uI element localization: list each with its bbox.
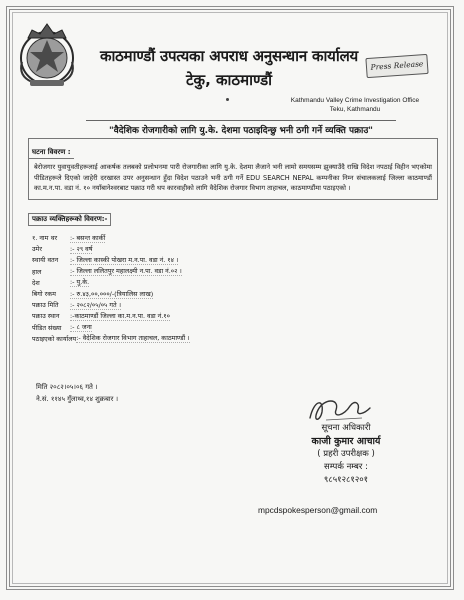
- incident-section: [28, 138, 438, 200]
- detail-label: पठाइएको कार्यालय: [32, 334, 77, 343]
- detail-value: :- बसन्त कार्की: [70, 233, 106, 242]
- signatory-name: काजी कुमार आचार्य: [311, 436, 381, 447]
- press-headline: "वैदेशिक रोजगारीको लागि यु.के. देशमा पठाइदिन्छु भनी ठगी गर्ने व्यक्ति पक्राउ": [86, 120, 396, 139]
- release-date-block: [36, 381, 118, 405]
- detail-label: पक्राउ मिति: [32, 301, 59, 310]
- scan-speck: [226, 98, 229, 101]
- office-english-line1: Kathmandu Valley Crime Investigation Office: [290, 97, 420, 104]
- signatory-rank: ( प्रहरी उपरीक्षक ): [317, 449, 375, 459]
- detail-row: [30, 243, 330, 254]
- date-bikram-sambat: मिति २०८२।०५।०६ गते ।: [36, 383, 98, 391]
- detail-value: :-काठमाण्डौं जिल्ला का.म.न.पा. वडा नं.१०: [70, 311, 170, 320]
- detail-value: :- यु.के.: [70, 278, 90, 287]
- contact-label: सम्पर्क नम्बर :: [324, 462, 368, 472]
- signatory-title: सूचना अधिकारी: [321, 423, 371, 433]
- detail-row: [30, 333, 330, 344]
- date-nepal-sambat: ने.सं. ११४५ गुँलाथ्व,१४ शुक्रबार ।: [36, 395, 119, 403]
- detail-row: [30, 254, 330, 265]
- detail-value: :- जिल्ला ललितपुर महालक्ष्मी न.पा. वडा नं.०२ ।: [70, 267, 182, 276]
- arrested-person-details: [30, 232, 330, 344]
- detail-label: स्थायी वतन: [32, 256, 59, 265]
- contact-email: mpcdspokesperson@gmail.com: [258, 505, 378, 515]
- detail-label: पीडित संख्या: [32, 323, 62, 332]
- detail-row: [30, 310, 330, 321]
- office-english-line2: Teku, Kathmandu: [329, 106, 381, 113]
- detail-value: :- २०८२/०५/०५ गते ।: [70, 300, 122, 309]
- detail-value: :- वैदेशिक रोजगार विभाग ताहाचल, काठमाण्डौं ।: [76, 334, 190, 343]
- detail-label: पक्राउ स्थान: [32, 312, 60, 321]
- detail-value: :- रु.४३,००,०००/-(त्रियालिस लाख): [70, 289, 154, 298]
- detail-value: :- २९ वर्ष: [70, 244, 93, 253]
- detail-row: [30, 266, 330, 277]
- contact-phone: ९८५१२८१२०१: [323, 475, 369, 485]
- detail-label: बिगो रकम: [32, 290, 56, 299]
- detail-label: १. नाम थर: [32, 234, 58, 243]
- incident-description: बेरोजगार युवायुवतीहरूलाई आकर्षक तलबको प्रलोभनमा पारी रोजगारीका लागि यु.के. देशमा लैजाने भनी लामो समयसम्म झुक्याउँदै राखि विदेश नपठाई विहीन भएकोमा पीडितहरूले दिएको जाहेरी दरखास्त उपर अनुसन्धान हुँदा विदेश पठाउने भनी ठगी गर्ने EDU SEARCH NEPAL कम्पनीका निम्न संचालकलाई जिल्ला काठमाण्डौं का.म.न.पा. वडा नं. १० नयाँबानेश्वरबाट पक्राउ गरी थप कारवाहीको लागि वैदेशिक रोजगार विभाग ताहाचल, काठमाण्डौंमा पठाइएको ।: [34, 163, 432, 192]
- detail-value: :- ८ जना: [70, 323, 92, 332]
- detail-label: देश: [32, 278, 40, 287]
- office-name: काठमाण्डौं उपत्यका अपराध अनुसन्धान कार्यालय: [99, 47, 359, 65]
- details-heading: पक्राउ व्यक्तिहरूको विवरण:-: [28, 213, 111, 226]
- detail-row: [30, 288, 330, 299]
- incident-heading: घटना विवरण :: [29, 147, 74, 159]
- detail-value: :- जिल्ला कास्की पोखरा म.न.पा. वडा नं. १४ ।: [70, 255, 179, 264]
- detail-row: [30, 322, 330, 333]
- detail-label: उमेर: [32, 245, 42, 254]
- nepal-police-emblem-icon: [14, 18, 80, 88]
- detail-row: [30, 232, 330, 243]
- office-location: टेकु, काठमाण्डौं: [185, 71, 272, 89]
- press-release-tag: Press Release: [365, 54, 428, 78]
- detail-row: [30, 277, 330, 288]
- detail-row: [30, 299, 330, 310]
- signatory-block: [256, 422, 436, 487]
- detail-label: हाल: [32, 267, 42, 276]
- office-english-name: [270, 96, 440, 114]
